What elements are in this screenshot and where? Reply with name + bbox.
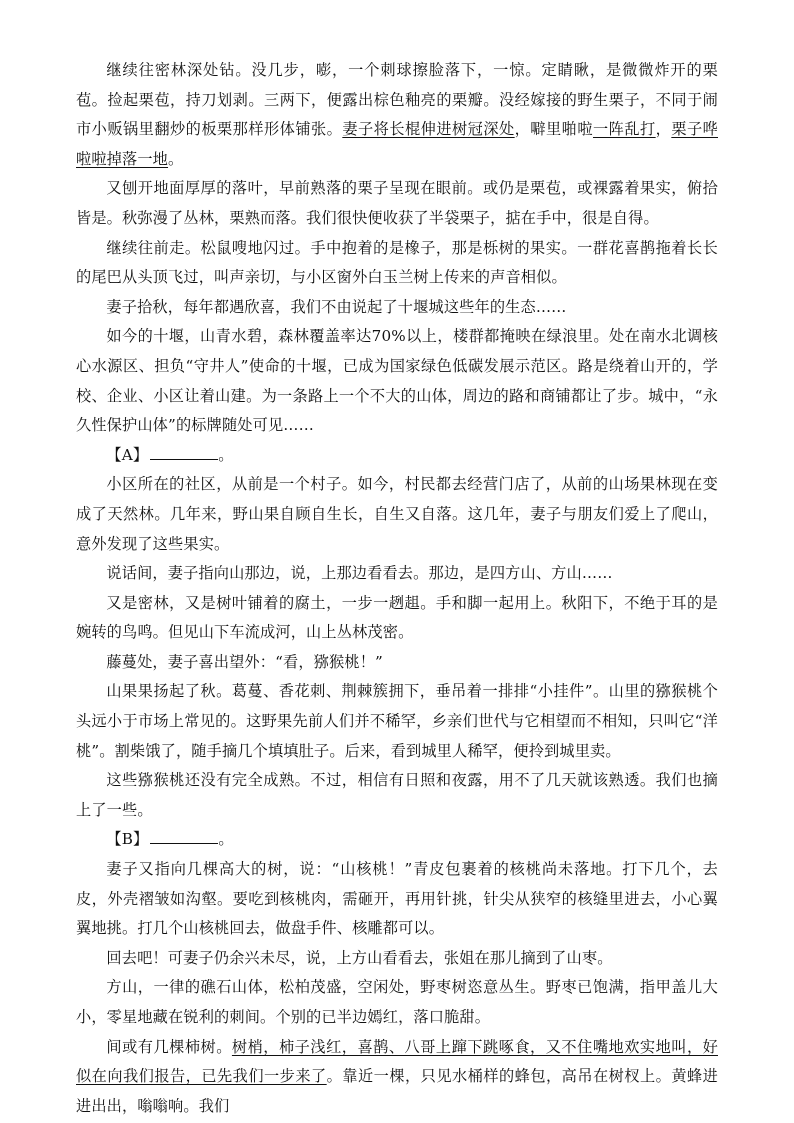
text-run: ，噼里啪啦 xyxy=(514,120,593,139)
paragraph-p7 xyxy=(76,470,718,559)
text-run: 妻子又指向几棵高大的树，说：“山核桃！”青皮包裹着的核桃尚未落地。打下几个，去皮，外壳褶皱如沟壑。要吃到核桃肉，需砸开，再用针挑，针尖从狭窄的核缝里进去，小心翼翼地挑。打几个山核桃回去，做盘手件、核雕都可以。 xyxy=(76,860,718,938)
underlined-text: 树梢，柿子浅红，喜鹊、八哥上蹿下跳啄食，又不住嘴地欢实地叫，好似在向我们报告，已先我们一步来了 xyxy=(76,1037,718,1086)
paragraph-p17 xyxy=(76,1033,718,1122)
underlined-text: 妻子将长棍伸进树冠深处 xyxy=(342,120,515,139)
answer-blank xyxy=(150,828,218,844)
paragraph-p1 xyxy=(76,56,718,174)
paragraph-p5 xyxy=(76,322,718,440)
text-run: 小区所在的社区，从前是一个村子。如今，村民都去经营门店了，从前的山场果林现在变成了天然林。几年来，野山果自顾自生长，自生又自落。这几年，妻子与朋友们爱上了爬山，意外发现了这些果实。 xyxy=(76,475,718,553)
paragraph-p12 xyxy=(76,766,718,825)
paragraph-p13 xyxy=(76,825,718,855)
text-run: 。 xyxy=(218,830,234,849)
text-run: 继续往前走。松鼠嗖地闪过。手中抱着的是橡子，那是栎树的果实。一群花喜鹊拖着长长的尾巴从头顶飞过，叫声亲切，与小区窗外白玉兰树上传来的声音相似。 xyxy=(76,238,718,287)
paragraph-p14 xyxy=(76,855,718,944)
text-run: ， xyxy=(655,120,672,139)
underlined-text: 一阵乱打 xyxy=(592,120,656,139)
text-run: 山果果扬起了秋。葛蔓、香花刺、荆棘簇拥下，垂吊着一排排“小挂件”。山里的猕猴桃个头远小于市场上常见的。这野果先前人们并不稀罕，乡亲们世代与它相望而不相知，只叫它“洋桃”。割柴饿了，随手摘几个填填肚子。后来，看到城里人稀罕，便拎到城里卖。 xyxy=(76,682,718,760)
paragraph-p10 xyxy=(76,648,718,678)
text-run: 妻子拾秋，每年都遇欣喜，我们不由说起了十堰城这些年的生态…… xyxy=(106,297,567,316)
text-run: 间或有几棵柿树。 xyxy=(106,1037,232,1056)
text-run: 【B】 xyxy=(106,830,149,849)
paragraph-p8 xyxy=(76,559,718,589)
text-run: 方山，一律的礁石山体，松柏茂盛，空闲处，野枣树恣意丛生。野枣已饱满，指甲盖儿大小，零星地藏在锐利的刺间。个别的已半边嫣红，落口脆甜。 xyxy=(76,978,718,1026)
document-page xyxy=(76,56,718,1121)
text-run: 如今的十堰，山青水碧，森林覆盖率达70%以上，楼群都掩映在绿浪里。处在南水北调核心水源区、担负“守井人”使命的十堰，已成为国家绿色低碳发展示范区。路是绕着山开的，学校、企业、小区让着山建。为一条路上一个不大的山体，周边的路和商铺都让了步。城中，“永久性保护山体”的标牌随处可见…… xyxy=(76,327,718,435)
text-run: 这些猕猴桃还没有完全成熟。不过，相信有日照和夜露，用不了几天就该熟透。我们也摘上了一些。 xyxy=(76,771,718,819)
text-run: 。 xyxy=(218,445,234,464)
paragraph-p15 xyxy=(76,944,718,974)
text-run: 继续往密林深处钻。没几步，嘭，一个刺球擦脸落下，一惊。定睛瞅，是微微炸开的栗苞。捡起栗苞，持刀划剥。三两下，便露出棕色釉亮的栗瓣。没经嫁接的野生栗子，不同于闹市小贩锅里翻炒的板栗那样形体铺张。 xyxy=(76,61,718,139)
paragraph-p2 xyxy=(76,174,718,233)
answer-blank xyxy=(150,444,218,460)
text-run: 又是密林，又是树叶铺着的腐土，一步一趔趄。手和脚一起用上。秋阳下，不绝于耳的是婉转的鸟鸣。但见山下车流成河，山上丛林茂密。 xyxy=(76,593,718,642)
text-run: 又刨开地面厚厚的落叶，早前熟落的栗子呈现在眼前。或仍是栗苞，或裸露着果实，俯拾皆是。秋弥漫了丛林，栗熟而落。我们很快便收获了半袋栗子，掂在手中，很是自得。 xyxy=(76,179,718,227)
paragraph-p4 xyxy=(76,293,718,323)
text-run: 【A】 xyxy=(106,445,149,464)
paragraph-p11 xyxy=(76,677,718,766)
text-run: 。 xyxy=(168,149,184,168)
text-run: 说话间，妻子指向山那边，说，上那边看看去。那边，是四方山、方山…… xyxy=(106,564,613,583)
text-run: 。靠近一棵，只见水桶样的蜂包，高吊在树杈上。黄蜂进进出出，嗡嗡响。我们 xyxy=(76,1067,719,1115)
text-run: 藤蔓处，妻子喜出望外：“看，猕猴桃！” xyxy=(106,652,383,671)
underlined-text: 栗子哗啦啦掉落一地 xyxy=(76,120,718,168)
paragraph-p9 xyxy=(76,589,718,648)
paragraph-p3 xyxy=(76,234,718,293)
text-run: 回去吧！可妻子仍余兴未尽，说，上方山看看去，张姐在那儿摘到了山枣。 xyxy=(106,948,613,967)
paragraph-p6 xyxy=(76,441,718,471)
paragraph-p16 xyxy=(76,973,718,1032)
